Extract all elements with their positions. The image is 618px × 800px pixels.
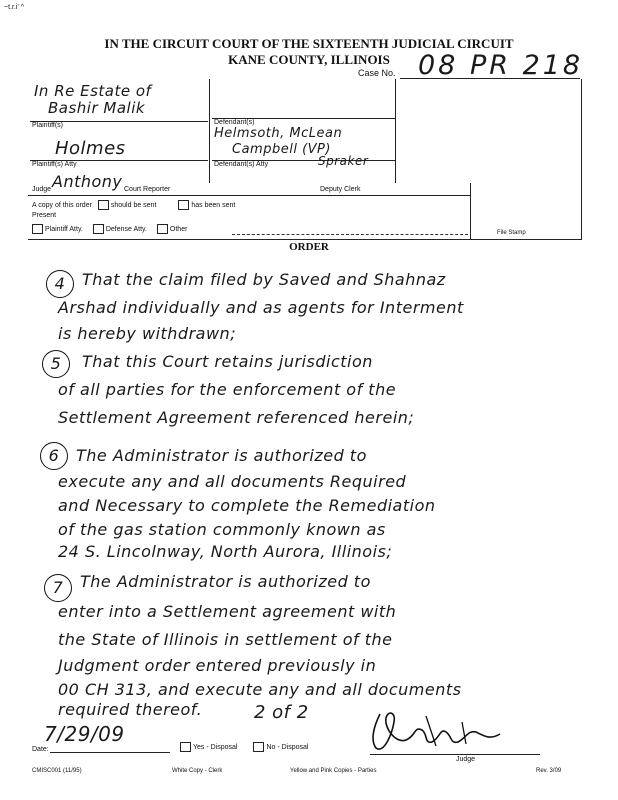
plaintiff-atty-label: Plaintiff(s) Atty [32, 161, 77, 168]
plaintiff-handwriting-2: Bashir Malik [48, 99, 146, 117]
court-title: IN THE CIRCUIT COURT OF THE SIXTEENTH JUDICIAL CIRCUIT [104, 36, 514, 51]
item-4-line-3: is hereby withdrawn; [58, 324, 237, 343]
court-reporter-label: Court Reporter [124, 186, 171, 193]
copy-row [32, 200, 235, 210]
plaintiff-attorney-handwriting: Holmes [55, 138, 126, 159]
plaintiff-handwriting-1: In Re Estate of [34, 82, 152, 100]
item-7-line-6: required thereof. [58, 700, 203, 719]
white-copy-note: White Copy - Clerk [172, 768, 223, 774]
item-6-line-2: execute any and all documents Required [58, 472, 407, 491]
item-6-line-5: 24 S. Lincolnway, North Aurora, Illinois; [58, 542, 393, 561]
revision-note: Rev. 3/09 [536, 768, 562, 774]
no-disposal-label: No - Disposal [266, 743, 309, 751]
plaintiff-label: Plaintiff(s) [32, 122, 63, 129]
yellow-pink-note: Yellow and Pink Copies - Parties [290, 768, 377, 774]
item-4-line-2: Arshad individually and as agents for Interment [58, 298, 464, 317]
disposal-row [180, 742, 308, 752]
item-5-line-1: That this Court retains jurisdiction [82, 352, 373, 371]
present-label: Present [32, 212, 57, 219]
should-be-sent-checkbox[interactable] [98, 200, 109, 210]
defendant-handwriting-2: Campbell (VP) [232, 142, 331, 157]
yes-disposal-checkbox[interactable] [180, 742, 191, 752]
item-7-line-5: 00 CH 313, and execute any and all documents [58, 680, 462, 699]
item-7-number: 7 [44, 574, 72, 602]
item-5-line-3: Settlement Agreement referenced herein; [58, 408, 415, 427]
item-7-line-3: the State of Illinois in settlement of the [58, 630, 393, 649]
corner-mark: ~t.r.i' ^ [4, 4, 24, 11]
page-marker: 2 of 2 [254, 702, 309, 723]
item-6-number: 6 [40, 442, 68, 470]
date-line [50, 752, 170, 753]
caption-divider [209, 79, 210, 183]
has-been-sent-label: has been sent [191, 201, 236, 209]
should-be-sent-label: should be sent [110, 201, 157, 209]
item-5-number: 5 [42, 350, 70, 378]
deputy-clerk-label: Deputy Clerk [320, 186, 361, 193]
item-7-line-1: The Administrator is authorized to [80, 572, 371, 591]
copy-label: A copy of this order [32, 201, 92, 209]
date-label: Date: [32, 746, 49, 753]
judge-signature-label: Judge [456, 756, 476, 763]
yes-disposal-label: Yes - Disposal [193, 743, 238, 751]
file-stamp-divider [470, 183, 471, 239]
judge-signature [366, 704, 506, 756]
item-6-line-1: The Administrator is authorized to [76, 446, 367, 465]
case-number-value: 08 PR 218 [418, 50, 584, 81]
judge-signature-line [370, 754, 540, 755]
item-6-line-3: and Necessary to complete the Remediation [58, 496, 436, 515]
other-checkbox[interactable] [157, 224, 168, 234]
defendant-atty-label: Defendant(s) Atty [214, 161, 269, 168]
judge-handwriting: Anthony [52, 172, 123, 191]
item-5-line-2: of all parties for the enforcement of the [58, 380, 397, 399]
defendant-handwriting-1: Helmsoth, McLean [214, 126, 343, 141]
file-stamp-label: File Stamp [497, 230, 526, 236]
plaintiff-atty-option: Plaintiff Atty. [45, 225, 83, 233]
judge-label: Judge [32, 186, 52, 193]
present-row [32, 224, 187, 234]
item-7-line-4: Judgment order entered previously in [58, 656, 377, 675]
defendant-label: Defendant(s) [214, 119, 255, 126]
has-been-sent-checkbox[interactable] [178, 200, 189, 210]
plaintiff-atty-checkbox[interactable] [32, 224, 43, 234]
item-4-number: 4 [46, 270, 74, 298]
item-7-line-2: enter into a Settlement agreement with [58, 602, 397, 621]
other-option: Other [169, 225, 188, 233]
item-4-line-1: That the claim filed by Saved and Shahnaz [82, 270, 446, 289]
defense-atty-checkbox[interactable] [93, 224, 104, 234]
defendant-handwriting-3: Spraker [318, 154, 369, 168]
order-title: ORDER [289, 241, 329, 253]
defense-atty-option: Defense Atty. [105, 225, 147, 233]
case-number-label: Case No. [358, 68, 396, 78]
item-6-line-4: of the gas station commonly known as [58, 520, 386, 539]
no-disposal-checkbox[interactable] [253, 742, 264, 752]
date-handwriting: 7/29/09 [44, 722, 125, 746]
judge-row-line [28, 195, 470, 196]
county-title: KANE COUNTY, ILLINOIS [228, 52, 390, 67]
form-number: CMISC001 (11/95) [32, 768, 82, 774]
caption-divider-right [395, 79, 396, 183]
other-line [232, 234, 468, 235]
